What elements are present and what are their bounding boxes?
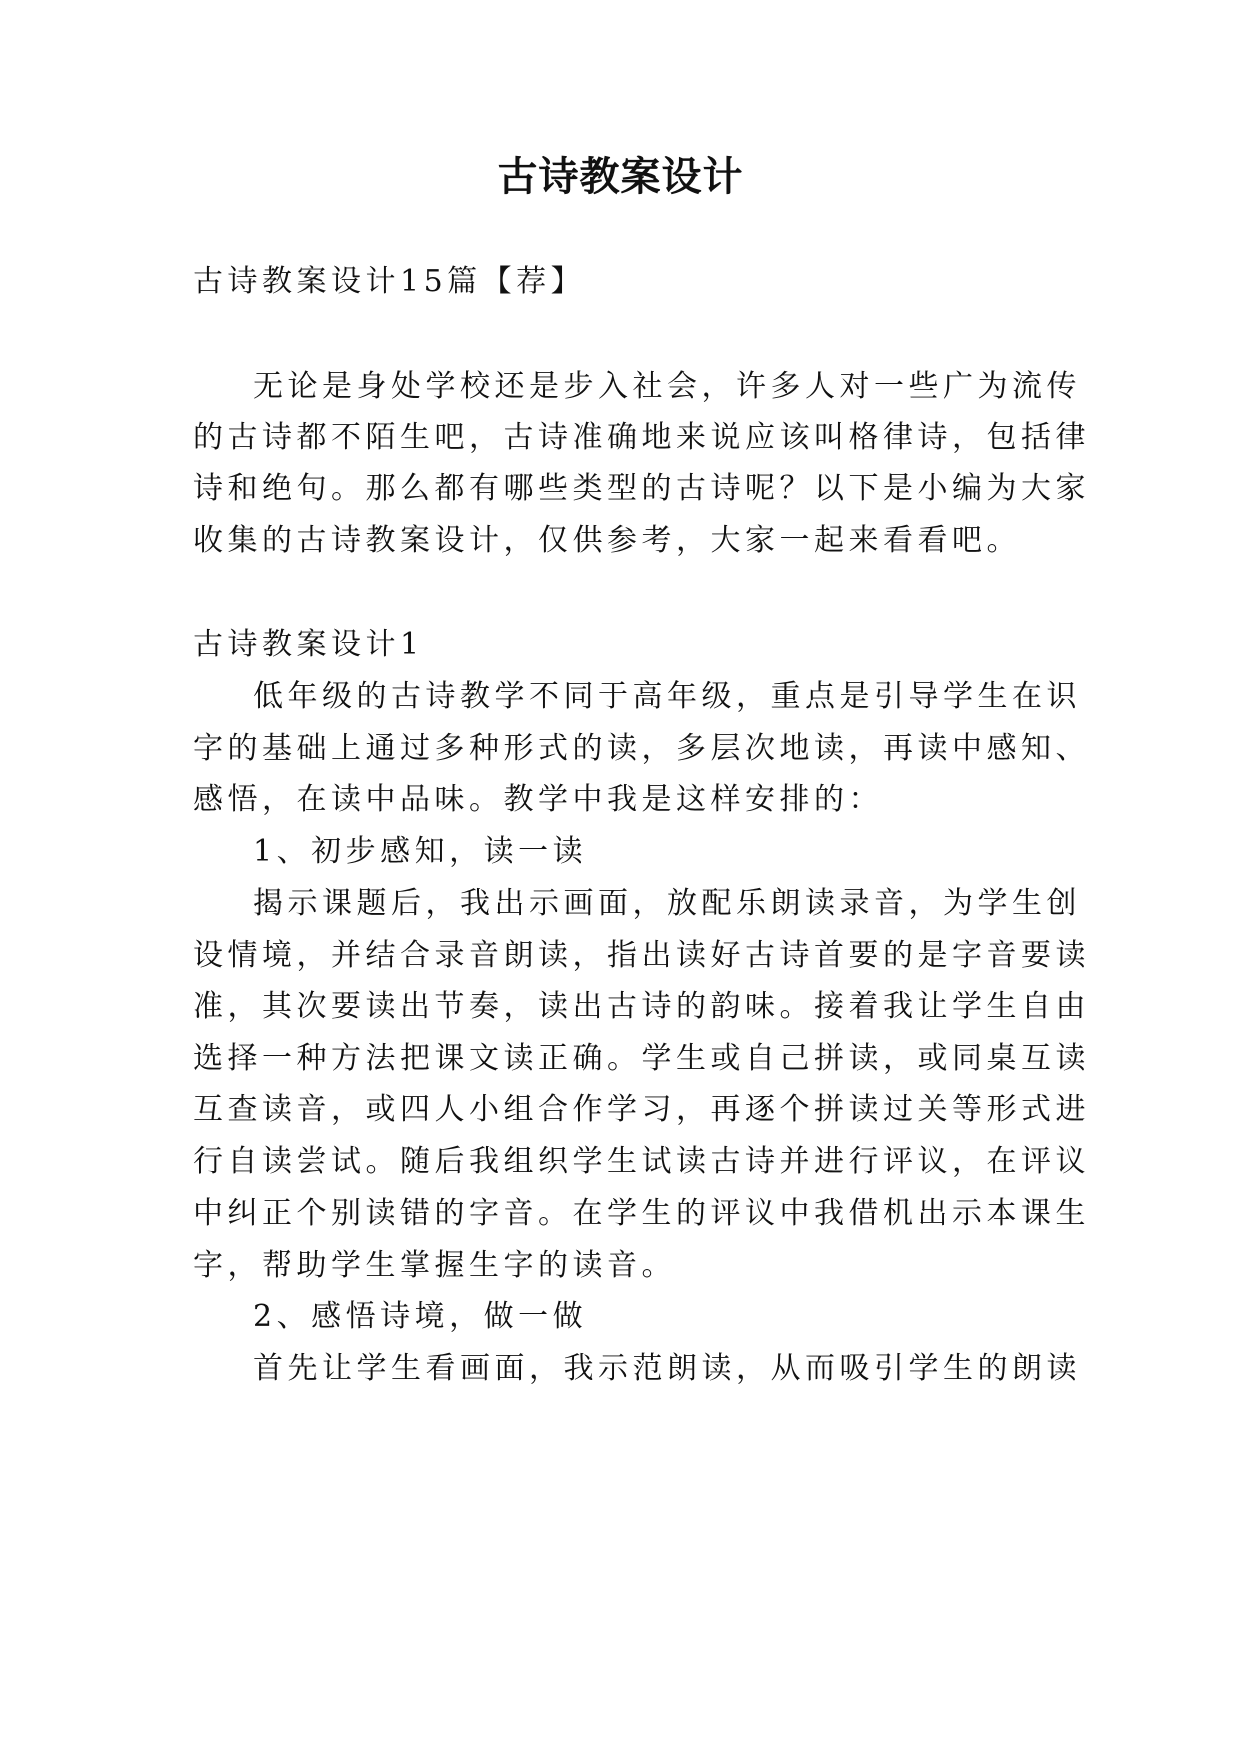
intro-line: 无论是身处学校还是步入社会，许多人对一些广为流传 xyxy=(253,369,1081,404)
intro-line: 诗和绝句。那么都有哪些类型的古诗呢？以下是小编为大家 xyxy=(193,471,1090,506)
section-line: 字的基础上通过多种形式的读，多层次地读，再读中感知、 xyxy=(193,731,1090,766)
section-line: 准，其次要读出节奏，读出古诗的韵味。接着我让学生自由 xyxy=(193,989,1090,1024)
section-line: 首先让学生看画面，我示范朗读，从而吸引学生的朗读 xyxy=(253,1351,1081,1386)
intro-line: 的古诗都不陌生吧，古诗准确地来说应该叫格律诗，包括律 xyxy=(193,420,1090,455)
section-line: 选择一种方法把课文读正确。学生或自己拼读，或同桌互读 xyxy=(193,1041,1090,1076)
section-line: 互查读音，或四人小组合作学习，再逐个拼读过关等形式进 xyxy=(193,1092,1090,1127)
section-line: 字，帮助学生掌握生字的读音。 xyxy=(193,1248,676,1283)
section-subheading: 2、感悟诗境，做一做 xyxy=(253,1299,588,1334)
section-line: 低年级的古诗教学不同于高年级，重点是引导学生在识 xyxy=(253,679,1081,714)
section-heading: 古诗教案设计1 xyxy=(193,627,424,662)
section-line: 感悟，在读中品味。教学中我是这样安排的： xyxy=(193,782,883,817)
intro-line: 收集的古诗教案设计，仅供参考，大家一起来看看吧。 xyxy=(193,523,1021,558)
section-line: 设情境，并结合录音朗读，指出读好古诗首要的是字音要读 xyxy=(193,938,1090,973)
document-title: 古诗教案设计 xyxy=(497,153,744,200)
section-line: 行自读尝试。随后我组织学生试读古诗并进行评议，在评议 xyxy=(193,1144,1090,1179)
section-line: 中纠正个别读错的字音。在学生的评议中我借机出示本课生 xyxy=(193,1196,1090,1231)
document-subtitle: 古诗教案设计15篇【荐】 xyxy=(193,264,586,299)
section-subheading: 1、初步感知，读一读 xyxy=(253,834,588,869)
section-line: 揭示课题后，我出示画面，放配乐朗读录音，为学生创 xyxy=(253,886,1081,921)
